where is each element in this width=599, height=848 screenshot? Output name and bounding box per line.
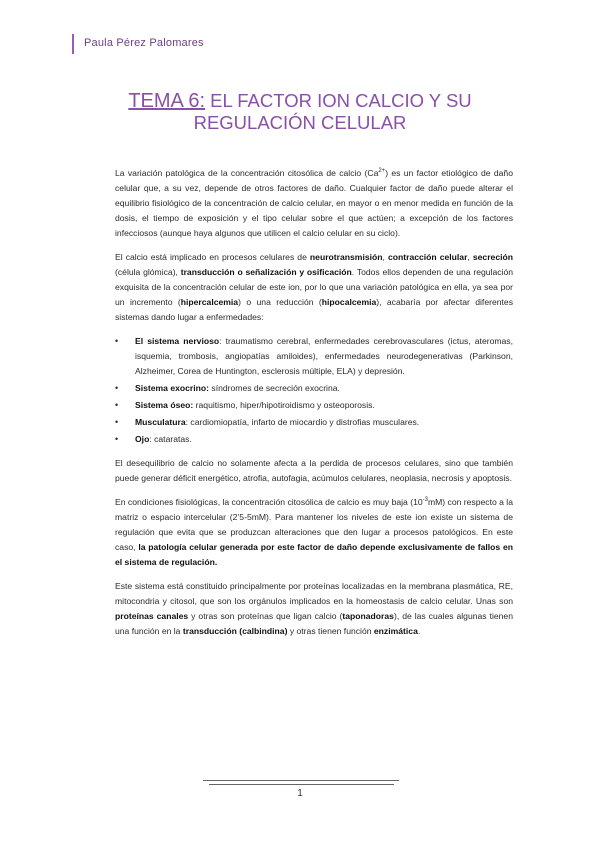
p1-text-b: ) es un factor etiológico de daño celular que, a su vez, depende de otros factores de daño. Cualquier factor de daño puede alterar el equilibrio fisiológico de la concentración de calcio celular, en mayor o en menor medida en función de la dosis, el tiempo de exposición y el tipo celular sobre el que actúen; a excepción de los factores infecciosos (aunque haya algunos que utilicen el calcio celular en su ciclo). — [115, 168, 513, 238]
p5-text-d: ), de las cuales algunas tienen una función en la — [115, 611, 513, 636]
bullet-icon: • — [115, 336, 119, 346]
p2-text-c: , — [382, 252, 388, 262]
p2-text-d: , — [467, 252, 473, 262]
p5-text-a: Este sistema está constituido principalmente por proteínas localizadas en la membrana plasmática, RE, mitocondria y citosol, que son los orgánulos implicados en la homeostasis de calcio celular. Unas son — [115, 581, 513, 606]
p2-bold-1: neurotransmisión — [309, 252, 383, 262]
bullet-icon: • — [115, 434, 119, 444]
list-item-text: : cardiomiopatía, infarto de miocardio y distrofias musculares. — [185, 417, 420, 427]
p5-text-c: y otras son proteínas que ligan calcio ( — [188, 611, 343, 621]
document-body — [115, 166, 513, 648]
p1-superscript: 2+ — [378, 168, 386, 175]
header-accent-bar — [72, 34, 74, 54]
list-item — [115, 398, 513, 413]
paragraph-2 — [115, 250, 513, 325]
p1-text-a: La variación patológica de la concentración citosólica de calcio (Ca — [115, 168, 379, 178]
title-text: EL FACTOR ION CALCIO Y SU REGULACIÓN CELULAR — [193, 90, 472, 133]
list-item-bold: Ojo — [135, 434, 150, 444]
systems-list — [115, 334, 513, 447]
p2-bold-5: hipercalcemia — [180, 297, 239, 307]
paragraph-3: El desequilibrio de calcio no solamente afecta a la perdida de procesos celulares, sino que también puede generar déficit energético, atrofia, autofagia, acúmulos celulares, neoplasia, necrosis y apoptosis. — [115, 458, 513, 483]
footer-rule-bottom — [209, 784, 394, 785]
header-author: Paula Pérez Palomares — [84, 37, 204, 49]
p2-text-g: ) o una reducción ( — [238, 297, 322, 307]
p4-text-b: mM) con respecto a la matriz o espacio intercelular (2’5-5mM). Para mantener los niveles de este ion existe un sistema de regulación que evita que se produzcan alteraciones que den lugar a procesos patológicos. En este caso, — [115, 497, 513, 552]
p4-superscript: -3 — [422, 497, 428, 504]
list-item — [115, 334, 513, 379]
page-number: 1 — [297, 788, 303, 799]
p2-text-f: . Todos ellos dependen de una regulación exquisita de la concentración celular de este ion, por lo que una variación patológica en ella, ya sea por un incremento ( — [115, 267, 514, 307]
paragraph-4 — [115, 495, 513, 570]
p4-text-a: En condiciones fisiológicas, la concentración citosólica de calcio es muy baja (10 — [115, 497, 423, 507]
title-number: TEMA 6: — [128, 90, 206, 112]
p5-bold-2: taponadoras — [342, 611, 394, 621]
list-item — [115, 432, 513, 447]
p2-bold-2: contracción celular — [387, 252, 468, 262]
p2-bold-4: transducción o señalización y osificación — [180, 267, 352, 277]
p5-text-f: . — [417, 626, 421, 636]
list-item-bold: Sistema óseo: — [135, 400, 194, 410]
list-item-bold: Musculatura — [135, 417, 186, 427]
footer-rule-top — [203, 780, 399, 781]
p5-bold-4: enzimática — [373, 626, 418, 636]
bullet-icon: • — [115, 400, 119, 410]
p2-text-e: (célula glómica), — [115, 267, 181, 277]
p5-bold-3: transducción (calbindina) — [182, 626, 288, 636]
p2-bold-6: hipocalcemia — [321, 297, 377, 307]
list-item-bold: Sistema exocrino: — [135, 383, 210, 393]
list-item-text: : cataratas. — [149, 434, 192, 444]
bullet-icon: • — [115, 417, 119, 427]
bullet-icon: • — [115, 383, 119, 393]
list-item-text: : traumatismo cerebral, enfermedades cerebrovasculares (ictus, ateromas, isquemia, trombosis, angiopatías amiloides), enfermedades neurodegenerativas (Parkinson, Alzheimer, Corea de Huntington, esclerosis múltiple, ELA) y depresión. — [135, 336, 513, 376]
p5-text-e: y otras tienen función — [287, 626, 374, 636]
page-title — [70, 90, 530, 134]
p5-bold-1: proteínas canales — [115, 611, 189, 621]
paragraph-5 — [115, 579, 513, 639]
p2-text-a: El calcio está implicado en procesos celulares de — [115, 252, 310, 262]
p2-text-h: ), acabaría por afectar diferentes sistemas dando lugar a enfermedades: — [115, 297, 513, 322]
p2-bold-3: secreción — [472, 252, 513, 262]
p4-bold: la patología celular generada por este factor de daño depende exclusivamente de fallos en el sistema de regulación. — [115, 542, 513, 567]
list-item-bold: El sistema nervioso — [135, 336, 220, 346]
list-item — [115, 381, 513, 396]
list-item-text: raquitismo, hiper/hipotiroidismo y osteoporosis. — [193, 400, 375, 410]
list-item-text: síndromes de secreción exocrina. — [209, 383, 340, 393]
list-item — [115, 415, 513, 430]
paragraph-1 — [115, 166, 513, 241]
